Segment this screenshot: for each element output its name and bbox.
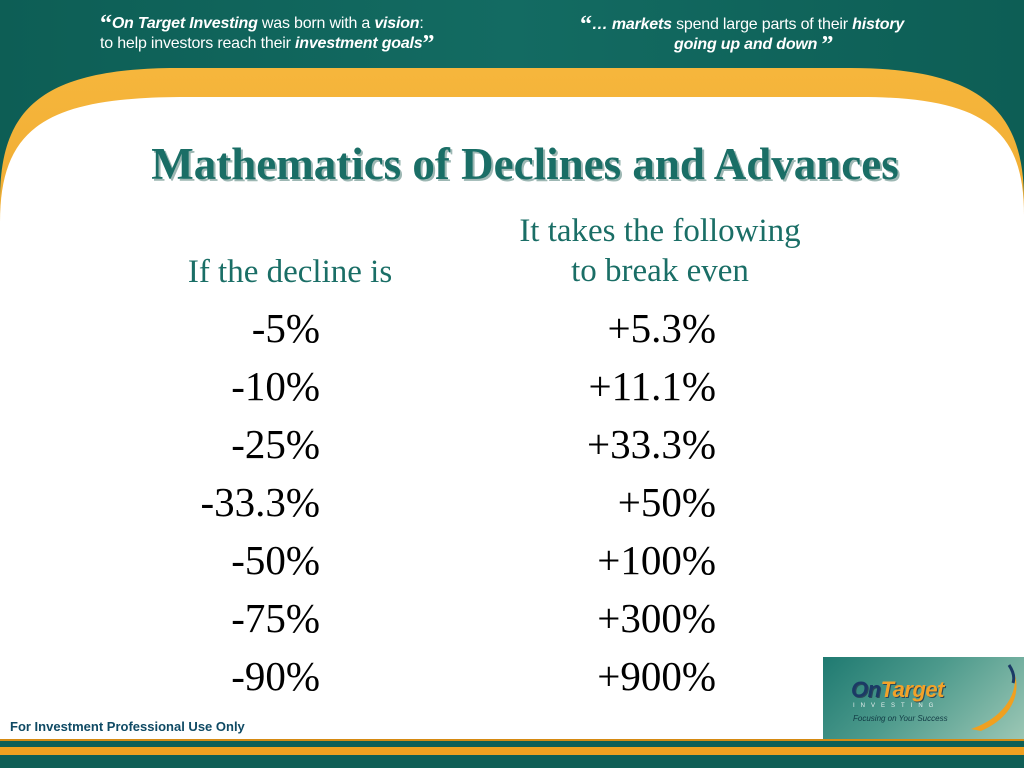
open-quote-mark: “ (100, 11, 112, 37)
logo-on: On (851, 677, 881, 702)
quote-text: : (419, 15, 424, 32)
decline-value: -33.3% (200, 479, 320, 525)
quote-text: was born with a (257, 15, 375, 32)
banner-quote-markets (580, 12, 980, 58)
break-even-value: +300% (597, 595, 716, 641)
decline-column-header: If the decline is (187, 254, 393, 290)
brand-name: On Target Investing (111, 15, 258, 32)
logo-wordmark (851, 677, 944, 703)
break-even-value: +5.3% (607, 305, 716, 351)
break-even-value: +900% (597, 653, 716, 699)
close-quote-mark: ” (422, 31, 435, 57)
break-even-header-line1: It takes the following (519, 213, 801, 249)
decline-value: -90% (231, 653, 320, 699)
vision-word: vision (374, 15, 420, 32)
logo-tagline: Focusing on Your Success (853, 714, 948, 723)
decline-value: -50% (231, 537, 320, 583)
ontarget-logo (823, 657, 1024, 739)
logo-swoosh-icon (951, 661, 1023, 733)
decline-value: -10% (231, 363, 320, 409)
slide-title: Mathematics of Declines and Advances (151, 139, 899, 189)
logo-target: Target (880, 677, 944, 702)
banner-quote-vision (100, 11, 520, 57)
break-even-column-header (450, 211, 870, 291)
break-even-value: +11.1% (588, 363, 716, 409)
history-word: history (852, 16, 905, 33)
decline-value: -5% (251, 305, 320, 351)
quote-text: to help investors reach their (100, 35, 295, 52)
close-quote-mark: ” (821, 32, 834, 58)
quote-text: spend large parts of their (671, 16, 853, 33)
decline-value: -25% (231, 421, 320, 467)
footer-disclaimer: For Investment Professional Use Only (10, 719, 245, 734)
break-even-value: +33.3% (586, 421, 716, 467)
markets-phrase: … markets (591, 16, 672, 33)
decline-values-column (100, 299, 320, 705)
break-even-header-line2: to break even (571, 253, 749, 289)
up-down-phrase: going up and down (674, 36, 818, 53)
decline-value: -75% (231, 595, 320, 641)
break-even-value: +100% (597, 537, 716, 583)
logo-investing: INVESTING (853, 703, 940, 709)
open-quote-mark: “ (580, 12, 592, 38)
break-even-value: +50% (617, 479, 716, 525)
goals-phrase: investment goals (295, 35, 423, 52)
break-even-values-column (440, 299, 716, 705)
